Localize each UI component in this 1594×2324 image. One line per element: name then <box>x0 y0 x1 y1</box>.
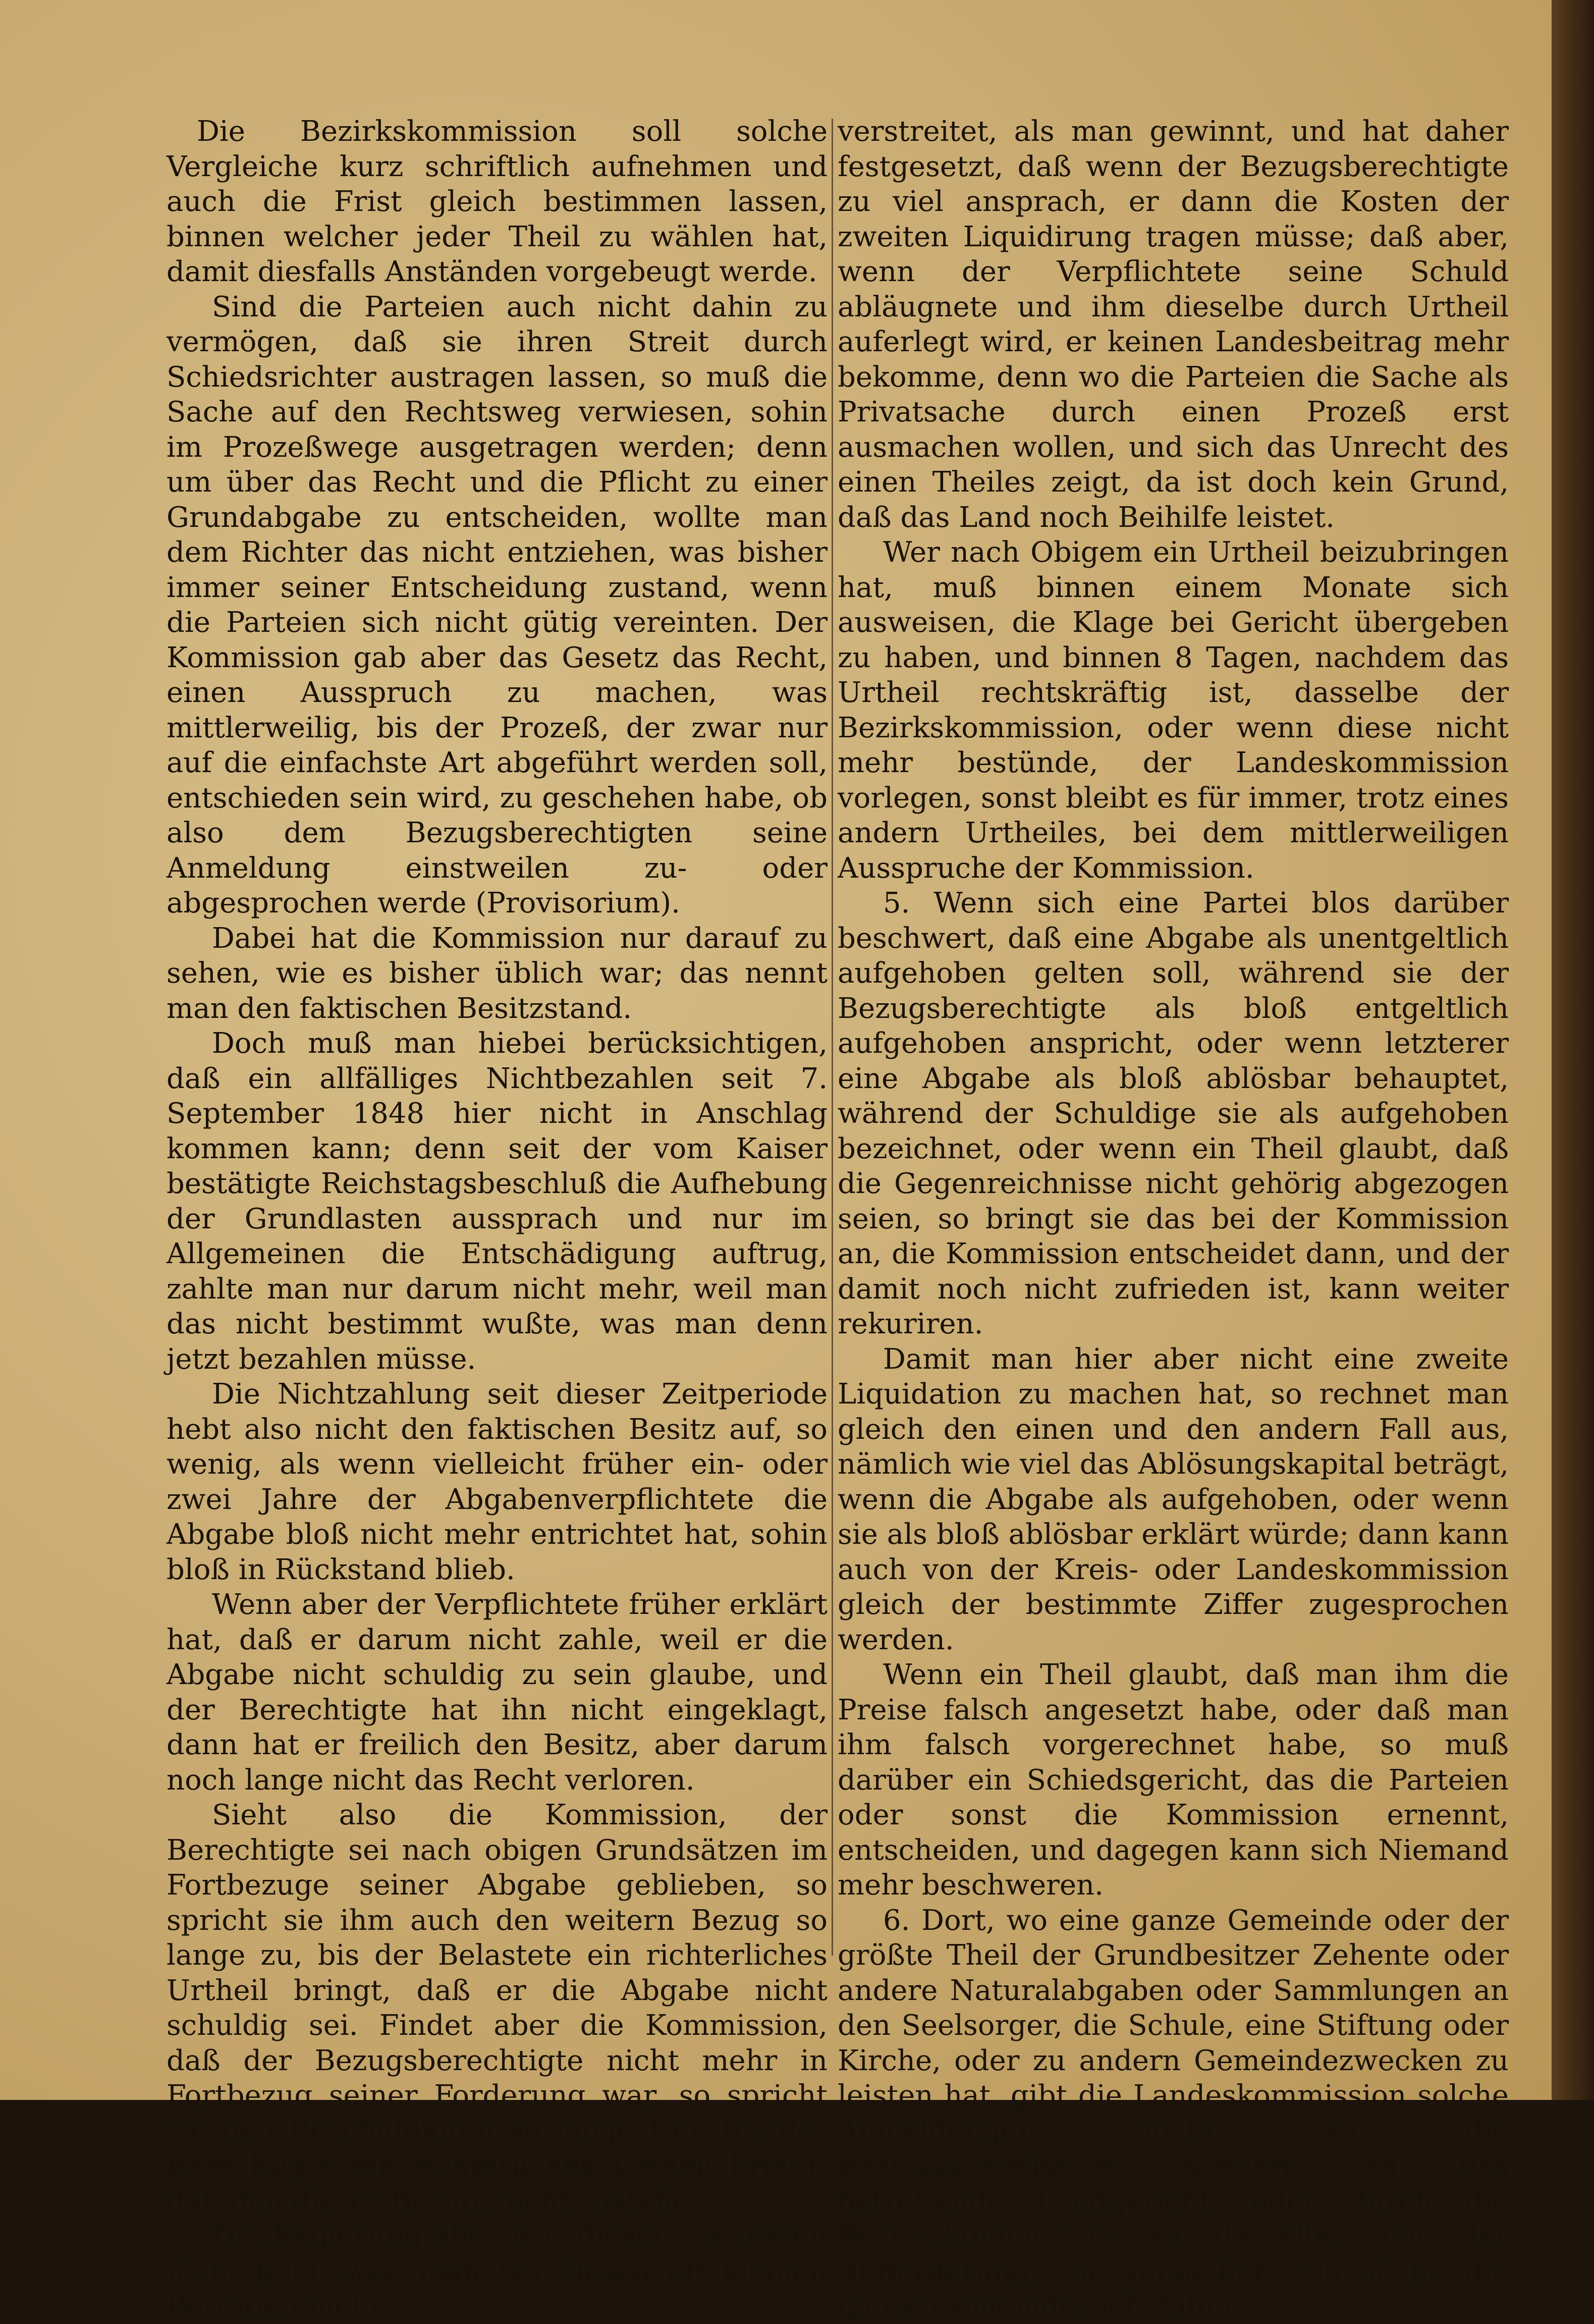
paragraph: verstreitet, als man gewinnt, und hat daher festgesetzt, daß wenn der Bezugsberechtigte zu viel ansprach, er dann die Kosten der zweiten Liquidirung tragen müsse; daß aber, wenn der Verpflichtete seine Schuld abläugnete und ihm dieselbe durch Urtheil auferlegt wird, er keinen Landesbeitrag mehr bekomme, denn wo die Parteien die Sache als Privatsache durch einen Prozeß erst ausmachen wollen, und sich das Unrecht des einen Theiles zeigt, da ist doch kein Grund, daß das Land noch Beihilfe leistet. <box>838 115 1509 534</box>
paragraph: Wenn ein Theil glaubt, daß man ihm die Preise falsch angesetzt habe, oder daß man ihm falsch vorgerechnet habe, so muß darüber ein Schiedsgericht, das die Parteien oder sonst die Kommission ernennt, entscheiden, und dagegen kann sich Niemand mehr beschweren. <box>838 1658 1509 1902</box>
paragraph: Die Bezirkskommission soll solche Vergleiche kurz schriftlich aufnehmen und auch die Frist gleich bestimmen lassen, binnen welcher jeder Theil zu wählen hat, damit diesfalls Anständen vorgebeugt werde. <box>167 115 828 288</box>
paragraph: Doch muß man hiebei berücksichtigen, daß ein allfälliges Nichtbezahlen seit 7. September 1848 hier nicht in Anschlag kommen kann; denn seit der vom Kaiser bestätigte Reichstagsbeschluß die Aufhebung der Grundlasten aussprach und nur im Allgemeinen die Entschädigung auftrug, zahlte man nur darum nicht mehr, weil man das nicht bestimmt wußte, was man denn jetzt bezahlen müsse. <box>167 1027 828 1376</box>
paragraph: Die Regierung aber war diesen Prozessen nicht hold, weil man bei diesen oft kleinen Beträgen mehr <box>167 2220 828 2322</box>
paragraph: Damit man hier aber nicht eine zweite Liquidation zu machen hat, so rechnet man gleich den einen und den andern Fall aus, nämlich wie viel das Ablösungskapital beträgt, wenn die Abgabe als aufgehoben, oder wenn sie als bloß ablösbar erklärt würde; dann kann auch von der Kreis- oder Landeskommission gleich der bestimmte Ziffer zugesprochen werden. <box>838 1342 1509 1656</box>
column-divider <box>832 119 833 1956</box>
paragraph: 5. Wenn sich eine Partei blos darüber beschwert, daß eine Abgabe als unentgeltlich aufgehoben gelten soll, während sie der Bezugsberechtigte als bloß entgeltlich aufgehoben anspricht, oder wenn letzterer eine Abgabe als bloß ablösbar behauptet, während der Schuldige sie als aufgehoben bezeichnet, oder wenn ein Theil glaubt, daß die Gegenreichnisse nicht gehörig abgezogen seien, so bringt sie das bei der Kommission an, die Kommission entscheidet dann, und der damit noch nicht zufrieden ist, kann weiter rekuriren. <box>838 887 1509 1340</box>
right-text-column <box>838 114 1509 2322</box>
paragraph: Wer nach Obigem ein Urtheil beizubringen hat, muß binnen einem Monate sich ausweisen, die Klage bei Gericht übergeben zu haben, und binnen 8 Tagen, nachdem das Urtheil rechtskräftig ist, dasselbe der Bezirkskommission, oder wenn diese nicht mehr bestünde, der Landeskommission vorlegen, sonst bleibt es für immer, trotz eines andern Urtheiles, bei dem mittlerweiligen Ausspruche der Kommission. <box>838 536 1509 885</box>
paragraph: Sieht also die Kommission, der Berechtigte sei nach obigen Grundsätzen im Fortbezuge seiner Abgabe geblieben, so spricht sie ihm auch den weitern Bezug so lange zu, bis der Belastete ein richterliches Urtheil bringt, daß er die Abgabe nicht schuldig sei. Findet aber die Kommission, daß der Bezugsberechtigte nicht mehr in Fortbezug seiner Forderung war, so spricht sie den Beschuldigten so lange frei, bis der Berechtigte ein richterliches Urtheil bringt, daß ihm dieses Bezugsrecht zustehe. <box>167 1799 828 2218</box>
paragraph: 6. Dort, wo eine ganze Gemeinde oder der größte Theil der Grundbesitzer Zehente oder andere Naturalabgaben oder Sammlungen an den Seelsorger, die Schule, eine Stiftung oder Kirche, oder zu andern Gemeindezwecken zu leisten hat, gibt die Landeskommission solche Anmeldungen nicht an die Bezirkskommission, sondern an das betreffende Landgericht, oder durch die Bezirkskommission an dasselbe, mit der Aufforderung, zu versuchen, ob nicht die ganze Gemeinde sich dahin <box>838 1904 1509 2322</box>
book-spine-edge <box>1552 0 1594 2100</box>
paragraph: Wenn aber der Verpflichtete früher erklärt hat, daß er darum nicht zahle, weil er die Abgabe nicht schuldig zu sein glaube, und der Berechtigte hat ihn nicht eingeklagt, dann hat er freilich den Besitz, aber darum noch lange nicht das Recht verloren. <box>167 1588 828 1797</box>
paragraph: Die Nichtzahlung seit dieser Zeitperiode hebt also nicht den faktischen Besitz auf, so wenig, als wenn vielleicht früher ein- oder zwei Jahre der Abgabenverpflichtete die Abgabe bloß nicht mehr entrichtet hat, sohin bloß in Rückstand blieb. <box>167 1378 828 1586</box>
left-text-column <box>167 114 828 2322</box>
paragraph: Sind die Parteien auch nicht dahin zu vermögen, daß sie ihren Streit durch Schiedsrichter austragen lassen, so muß die Sache auf den Rechtsweg verwiesen, sohin im Prozeßwege ausgetragen werden; denn um über das Recht und die Pflicht zu einer Grundabgabe zu entscheiden, wollte man dem Richter das nicht entziehen, was bisher immer seiner Entscheidung zustand, wenn die Parteien sich nicht gütig vereinten. Der Kommission gab aber das Gesetz das Recht, einen Ausspruch zu machen, was mittlerweilig, bis der Prozeß, der zwar nur auf die einfachste Art abgeführt werden soll, entschieden sein wird, zu geschehen habe, ob also dem Bezugsberechtigten seine Anmeldung einstweilen zu- oder abgesprochen werde (Provisorium). <box>167 290 828 920</box>
paragraph: Dabei hat die Kommission nur darauf zu sehen, wie es bisher üblich war; das nennt man den faktischen Besitzstand. <box>167 922 828 1025</box>
